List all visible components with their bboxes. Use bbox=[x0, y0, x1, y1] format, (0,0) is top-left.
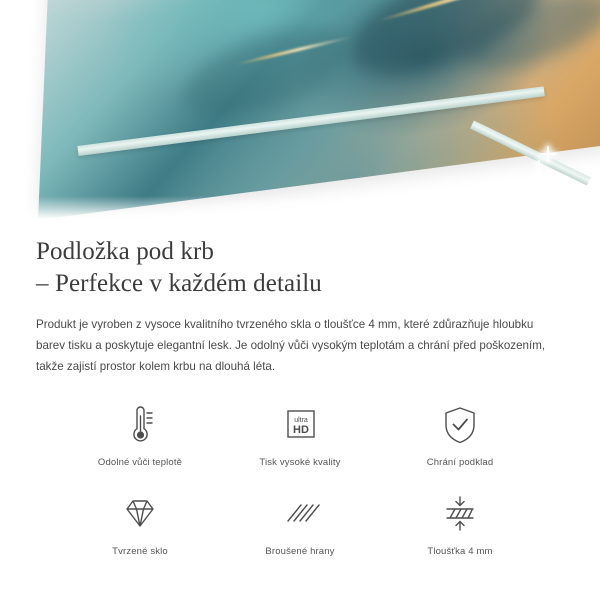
feature-item-protection bbox=[380, 403, 540, 468]
feature-label: Tisk vysoké kvality bbox=[259, 457, 341, 469]
page-title bbox=[36, 236, 564, 300]
polished-edges-icon bbox=[277, 492, 323, 536]
svg-text:ultra: ultra bbox=[294, 417, 308, 425]
feature-label: Broušené hrany bbox=[265, 546, 335, 558]
thickness-arrows-icon bbox=[437, 492, 483, 536]
feature-item-temperature bbox=[60, 403, 220, 468]
feature-label: Chrání podklad bbox=[426, 457, 494, 469]
feature-label: Tloušťka 4 mm bbox=[427, 546, 493, 558]
hero-image bbox=[0, 0, 600, 222]
feature-label: Tvrzené sklo bbox=[112, 546, 168, 558]
shield-check-icon bbox=[440, 403, 480, 447]
diamond-icon bbox=[117, 492, 163, 536]
feature-grid bbox=[36, 403, 564, 557]
thermometer-icon bbox=[121, 403, 159, 447]
marble-glass-panel bbox=[38, 0, 600, 220]
feature-item-thickness bbox=[380, 492, 540, 557]
headline-line-2: – Perfekce v každém detailu bbox=[36, 270, 322, 297]
hero-fade bbox=[0, 196, 600, 222]
feature-label: Odolné vůči teplotě bbox=[97, 457, 183, 469]
content-block bbox=[0, 222, 600, 557]
feature-item-print-quality bbox=[220, 403, 380, 468]
feature-item-polished-edges bbox=[220, 492, 380, 557]
svg-text:HD: HD bbox=[293, 424, 309, 437]
hero-image-inner bbox=[0, 0, 600, 222]
body-paragraph: Produkt je vyroben z vysoce kvalitního tvrzeného skla o tloušťce 4 mm, které zdůrazňuje hloubku barev tisku a poskytuje elegantní lesk. Je odolný vůči vysokým teplotám a chrání před poškozením, takže zajistí prostor kolem krbu na dlouhá léta. bbox=[36, 318, 546, 374]
feature-item-tempered-glass bbox=[60, 492, 220, 557]
headline-line-1: Podložka pod krb bbox=[36, 238, 214, 265]
ultra-hd-icon bbox=[278, 403, 322, 447]
